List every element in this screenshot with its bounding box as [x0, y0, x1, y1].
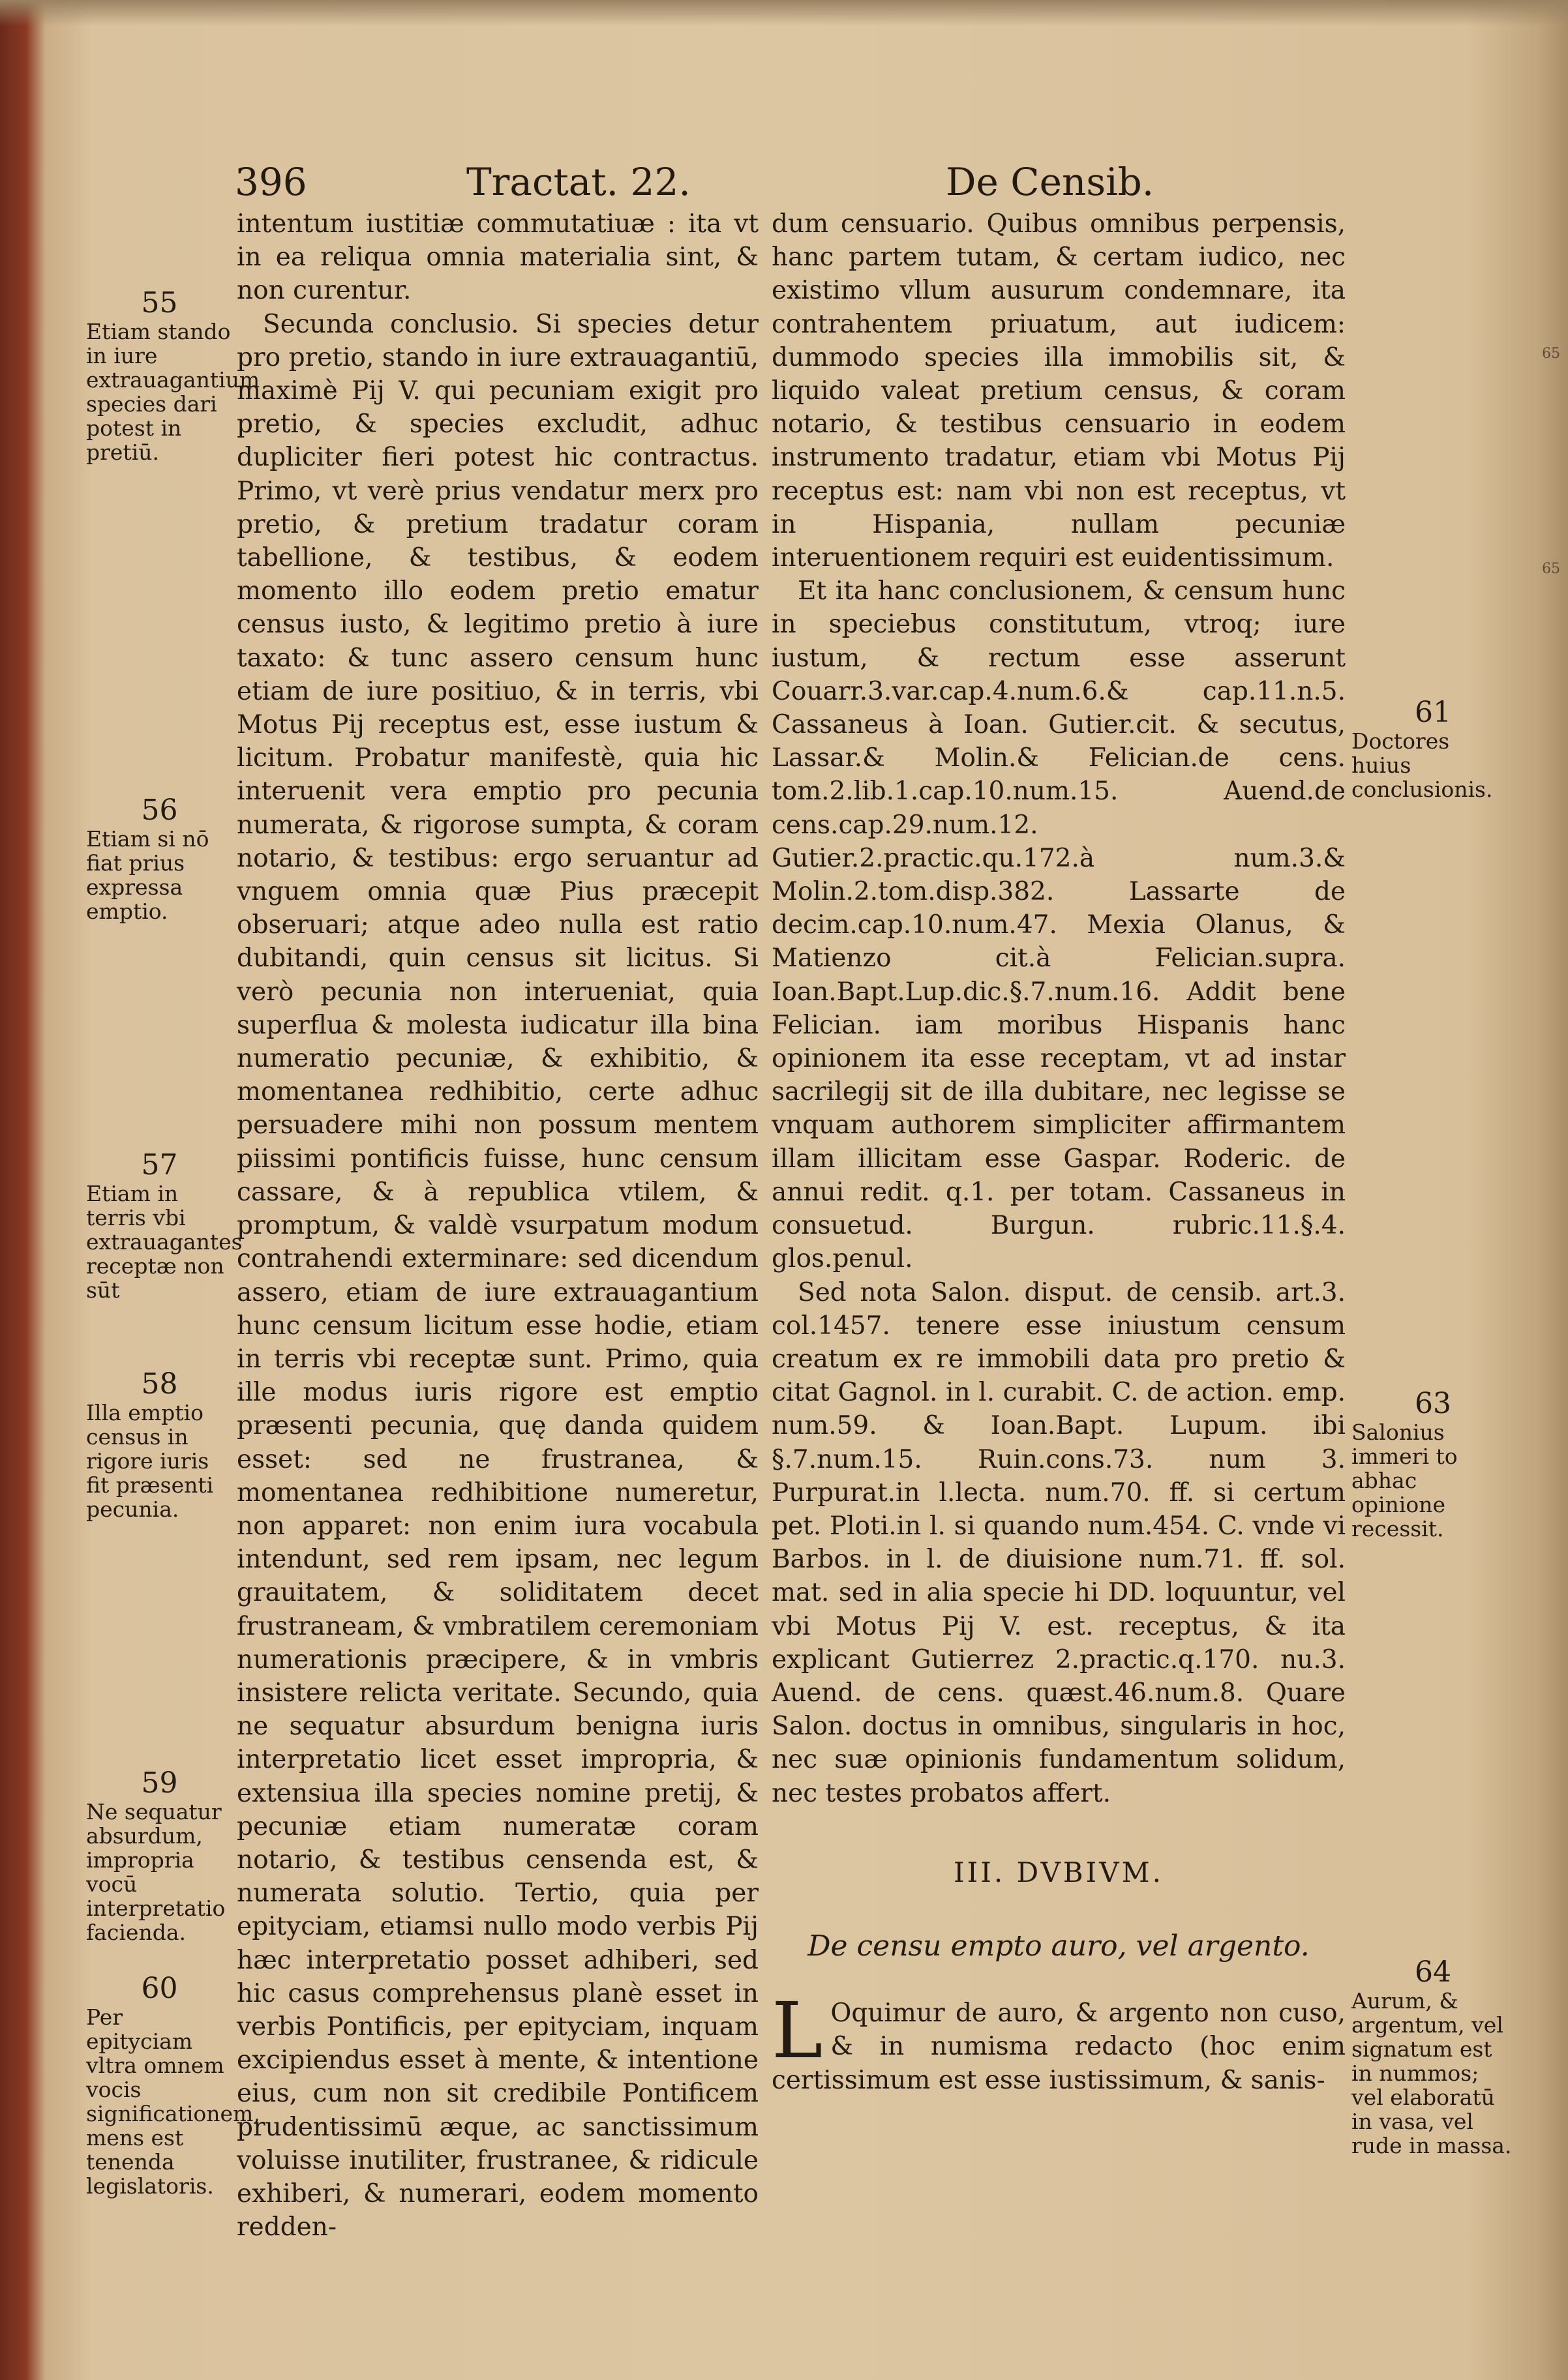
note-number: 63	[1415, 1387, 1451, 1420]
note-text: Etiam si nō fiat prius expressa emptio.	[86, 826, 209, 924]
running-header	[0, 160, 1568, 212]
note-number: 61	[1415, 696, 1451, 729]
note-number: 57	[141, 1148, 178, 1182]
note-text: Ne sequatur absurdum, impropria vocū interpretatio facienda.	[86, 1799, 226, 1945]
note-number: 56	[141, 794, 178, 827]
note-text: Aurum, & argentum, vel signatum est in nummos; vel elaboratū in vasa, vel rude in massa.	[1351, 1988, 1512, 2158]
note-number: 58	[141, 1367, 178, 1401]
note-text: Etiam in terris vbi extrauagantes receptæ non sūt	[86, 1181, 243, 1303]
dubium-heading: III. DVBIVM.	[954, 1856, 1164, 1888]
paragraph: Et ita hanc conclusionem, & censum hunc in speciebus constitutum, vtroq; iure iustum, & rectum esse asserunt Couarr.3.var.cap.4.num.6.& cap.11.n.5. Cassaneus à Ioan. Gutier.cit. & secutus, Lassar.& Molin.& Felician.de cens. tom.2.lib.1.cap.10.num.15. Auend.de cens.cap.29.num.12. Gutier.2.practic.qu.172.à num.3.& Molin.2.tom.disp.382. Lassarte de decim.cap.10.num.47. Mexia Olanus, & Matienzo cit.à Felician.supra. Ioan.Bapt.Lup.dic.§.7.num.16. Addit bene Felician. iam moribus Hispanis hanc opinionem ita esse receptam, vt ad instar sacrilegij sit de illa dubitare, nec legisse se vnquam authorem simpliciter affirmantem illam illicitam esse Gaspar. Roderic. de annui redit. q.1. per totam. Cassaneus in consuetud. Burgun. rubric.11.§.4. glos.penul.	[772, 576, 1346, 1274]
margin-note	[86, 1148, 243, 1303]
note-text: Per epityciam vltra omnem vocis significationem, mens est tenenda legislatoris.	[86, 2004, 260, 2199]
margin-note	[1351, 1956, 1515, 2158]
margin-note	[1351, 696, 1515, 801]
note-number: 60	[141, 1972, 178, 2005]
paragraph: dum censuario. Quibus omnibus perpensis, hanc partem tutam, & certam iudico, nec existimo vllum ausurum condemnare, ita contrahentem priuatum, aut iudicem: dummodo species illa immobilis sit, & liquido valeat pretium census, & coram notario, & testibus censuario in eodem instrumento tradatur, etiam vbi Motus Pij receptus est: nam vbi non est receptus, vt in Hispania, nullam pecuniæ interuentionem requiri est euidentissimum.	[772, 209, 1346, 573]
margin-note	[86, 1767, 233, 1944]
paragraph: intentum iustitiæ commutatiuæ : ita vt in ea reliqua omnia materialia sint, & non curentur.	[237, 209, 759, 306]
paragraph: Secunda conclusio. Si species detur pro pretio, stando in iure extrauagantiū, maximè Pij V. qui pecuniam exigit pro pretio, & species excludit, adhuc dupliciter fieri potest hic contractus. Primo, vt verè prius vendatur merx pro pretio, & pretium tradatur coram tabellione, & testibus, & eodem momento illo eodem pretio ematur census iusto, & legitimo pretio à iure taxato: & tunc assero censum hunc etiam de iure positiuo, & in terris, vbi Motus Pij receptus est, esse iustum & licitum. Probatur manifestè, quia hic interuenit vera emptio pro pecunia numerata, & rigorose sumpta, & coram notario, & testibus: ergo seruantur ad vnguem omnia quæ Pius præcepit obseruari; atque adeo nulla est ratio dubitandi, quin census sit licitus. Si verò pecunia non interueniat, quia superflua & molesta iudicatur illa bina numeratio pecuniæ, & exhibitio, & momentanea redhibitio, certe adhuc persuadere mihi non possum mentem piissimi pontificis fuisse, hunc censum cassare, & à republica vtilem, & promptum, & valdè vsurpatum modum contrahendi exterminare: sed dicendum assero, etiam de iure extrauagantium hunc censum licitum esse hodie, etiam in terris vbi receptæ sunt. Primo, quia ille modus iuris rigore est emptio præsenti pecunia, quę danda quidem esset: sed ne frustranea, & momentanea redhibitione numeretur, non apparet: non enim iura vocabula intendunt, sed rem ipsam, nec legum grauitatem, & soliditatem decet frustraneam, & vmbratilem ceremoniam numerationis præcipere, & in vmbris insistere relicta veritate. Secundo, quia ne sequatur absurdum benigna iuris interpretatio licet esset impropria, & extensiua illa species nomine pretij, & pecuniæ etiam numeratæ coram notario, & testibus censenda est, & numerata solutio. Tertio, quia per epityciam, etiamsi nullo modo verbis Pij hæc interpretatio posset adhiberi, sed hic casus comprehensus planè esset in verbis Pontificis, per epityciam, inquam excipiendus esset à mente, & intentione eius, cum non sit credibile Pontificem prudentissimū æque, ac sanctissimum voluisse inutiliter, frustranee, & ridicule exhiberi, & numerari, eodem momento redden-	[237, 309, 759, 2242]
left-text-column	[237, 207, 759, 2244]
margin-note	[86, 794, 233, 923]
margin-note	[86, 1972, 260, 2199]
margin-note	[1351, 1388, 1515, 1541]
note-number: 59	[141, 1766, 178, 1800]
dubium-subtitle: De censu empto auro, vel argento.	[807, 1929, 1310, 1963]
dubium-text: Oquimur de auro, & argento non cuso, & in numisma redacto (hoc enim certissimum est esse iustissimum, & sanis-	[772, 1999, 1346, 2095]
note-text: Salonius immeri to abhac opinione recessit.	[1351, 1420, 1458, 1541]
tractatus-label: Tractat. 22.	[466, 160, 691, 204]
note-text: Etiam stando in iure extrauagantium species dari potest in pretiū.	[86, 319, 260, 465]
note-text: Doctores huius conclusionis.	[1351, 728, 1493, 802]
adjacent-page-fragment: 65	[1542, 561, 1560, 577]
section-title: De Censib.	[946, 160, 1154, 204]
adjacent-page-fragment: 65	[1542, 346, 1560, 362]
page-number: 396	[235, 160, 307, 204]
right-text-column	[772, 207, 1346, 2097]
note-text: Illa emptio census in rigore iuris fit præsenti pecunia.	[86, 1400, 214, 1522]
dubium-paragraph	[772, 1986, 1346, 2097]
paragraph: Sed nota Salon. disput. de censib. art.3. col.1457. tenere esse iniustum censum creatum ex re immobili data pro pretio & citat Gagnol. in l. curabit. C. de action. emp. num.59. & Ioan.Bapt. Lupum. ibi §.7.num.15. Ruin.cons.73. num 3. Purpurat.in l.lecta. num.70. ff. si certum pet. Ploti.in l. si quando num.454. C. vnde vi Barbos. in l. de diuisione num.71. ff. sol. mat. sed in alia specie hi DD. loquuntur, vel vbi Motus Pij V. est. receptus, & ita explicant Gutierrez 2.practic.q.170. nu.3. Auend. de cens. quæst.46.num.8. Quare Salon. doctus in omnibus, singularis in hoc, nec suæ opinionis fundamentum solidum, nec testes probatos affert.	[772, 1277, 1346, 1808]
margin-note	[86, 1368, 233, 1521]
note-number: 55	[141, 286, 178, 320]
note-number: 64	[1415, 1956, 1451, 1989]
drop-capital: L	[772, 1986, 823, 2076]
margin-note	[86, 286, 260, 465]
page-top-shadow	[0, 0, 1568, 26]
